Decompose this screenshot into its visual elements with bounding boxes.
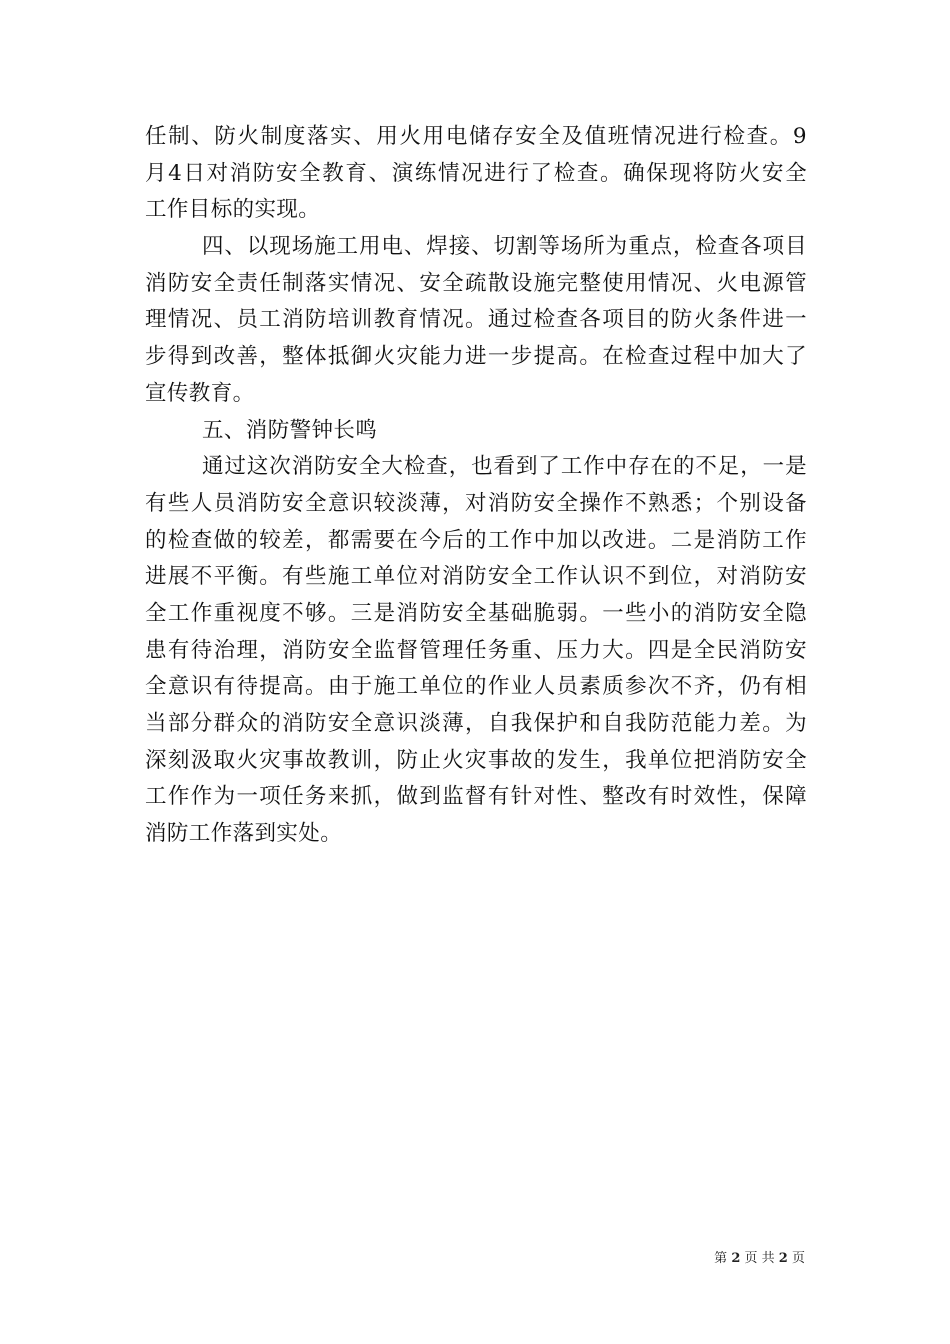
footer-suffix: 页 (791, 1251, 805, 1266)
text-line: 当部分群众的消防安全意识淡薄，自我保护和自我防范能力差。为 (145, 711, 807, 736)
text-line: 全意识有待提高。由于施工单位的作业人员素质参次不齐，仍有相 (145, 674, 807, 700)
footer-page-total: 2 (778, 1251, 788, 1266)
text-line: 的检查做的较差，都需要在今后的工作中加以改进。二是消防工作 (145, 527, 807, 553)
text-line: 有些人员消防安全意识较淡薄，对消防安全操作不熟悉；个别设备 (145, 490, 807, 516)
text-line: 进展不平衡。有些施工单位对消防安全工作认识不到位，对消防安 (145, 564, 807, 590)
document-body (145, 119, 807, 853)
text-line: 消防安全责任制落实情况、安全疏散设施完整使用情况、火电源管 (145, 270, 807, 296)
text-line: 全工作重视度不够。三是消防安全基础脆弱。一些小的消防安全隐 (145, 600, 807, 626)
text-line: 四、以现场施工用电、焊接、切割等场所为重点，检查各项目 (202, 234, 807, 260)
text-line: 任制、防火制度落实、用火用电储存安全及值班情况进行检查。9 (145, 124, 807, 149)
footer-prefix: 第 (714, 1251, 728, 1266)
footer-middle: 页 共 (744, 1251, 775, 1266)
text-line: 步得到改善，整体抵御火灾能力进一步提高。在检查过程中加大了 (145, 344, 807, 370)
text-line: 工作目标的实现。 (145, 197, 321, 223)
text-line: 工作作为一项任务来抓，做到监督有针对性、整改有时效性，保障 (145, 784, 807, 810)
page-footer (714, 1247, 805, 1266)
text-line: 患有待治理，消防安全监督管理任务重、压力大。四是全民消防安 (145, 637, 807, 663)
text-line: 月4日对消防安全教育、演练情况进行了检查。确保现将防火安全 (145, 160, 807, 186)
section-heading: 五、消防警钟长鸣 (202, 417, 378, 443)
text-line: 理情况、员工消防培训教育情况。通过检查各项目的防火条件进一 (145, 307, 807, 333)
text-line: 深刻汲取火灾事故教训，防止火灾事故的发生，我单位把消防安全 (145, 747, 807, 773)
text-line: 通过这次消防安全大检查，也看到了工作中存在的不足，一是 (202, 454, 807, 480)
footer-page-number: 2 (731, 1251, 741, 1266)
text-line: 宣传教育。 (145, 380, 255, 406)
text-line: 消防工作落到实处。 (145, 821, 343, 847)
